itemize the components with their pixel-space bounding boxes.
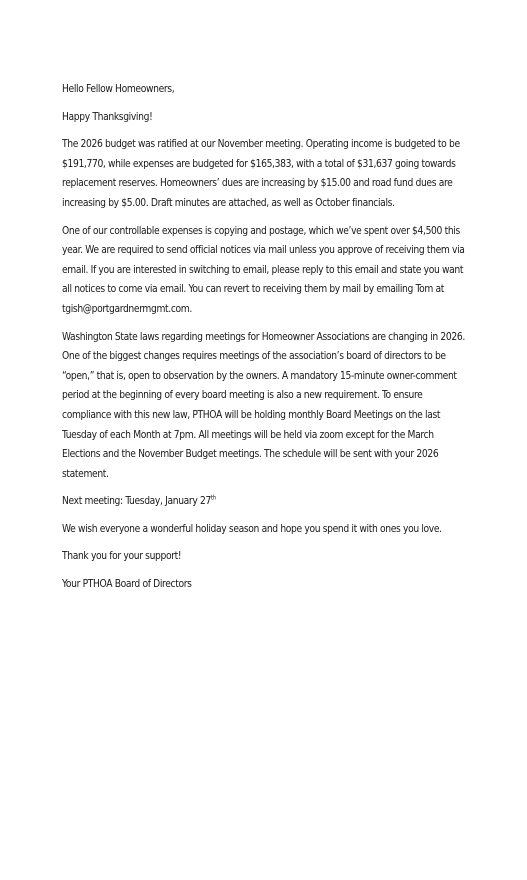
wishes-paragraph: We wish everyone a wonderful holiday season and hope you spend it with ones you love. bbox=[62, 523, 442, 535]
next-meeting-suffix: th bbox=[210, 494, 216, 502]
signature: Your PTHOA Board of Directors bbox=[62, 579, 192, 591]
letter-body bbox=[62, 80, 470, 603]
holiday-greeting: Happy Thanksgiving! bbox=[62, 111, 153, 123]
greeting: Hello Fellow Homeowners, bbox=[62, 84, 175, 95]
law-paragraph: Washington State laws regarding meetings for Homeowner Associations are changing in 2026. One of the biggest changes requires meetings of the association’s board of directors to be “open,” that is, open to observation by the owners. A mandatory 15-minute owner-comment period at the beginning of every board meeting is also a new requirement. To ensure compliance with this new law, PTHOA will be holding monthly Board Meetings on the last Tuesday of each Month at 7pm. All meetings will be held via zoom except for the March Elections and the November Budget meetings. The schedule will be sent with your 2026 statement. bbox=[62, 331, 465, 480]
next-meeting-text: Next meeting: Tuesday, January 27 bbox=[62, 496, 211, 508]
thanks-line: Thank you for your support! bbox=[62, 551, 182, 563]
budget-paragraph: The 2026 budget was ratified at our November meeting. Operating income is budgeted to be $191,770, while expenses are budgeted for $165,383, with a total of $31,637 going towards replacement reserves. Homeowners’ dues are increasing by $15.00 and road fund dues are increasing by $5.00. Draft minutes are attached, as well as October financials. bbox=[62, 139, 460, 209]
expenses-paragraph: One of our controllable expenses is copying and postage, which we’ve spent over $4,500 this year. We are required to send official notices via mail unless you approve of receiving them via email. If you are interested in switching to email, please reply to this email and state you want all notices to come via email. You can revert to receiving them by mail by emailing Tom at tgish@portgardnermgmt.com. bbox=[62, 225, 465, 315]
next-meeting bbox=[62, 492, 470, 512]
